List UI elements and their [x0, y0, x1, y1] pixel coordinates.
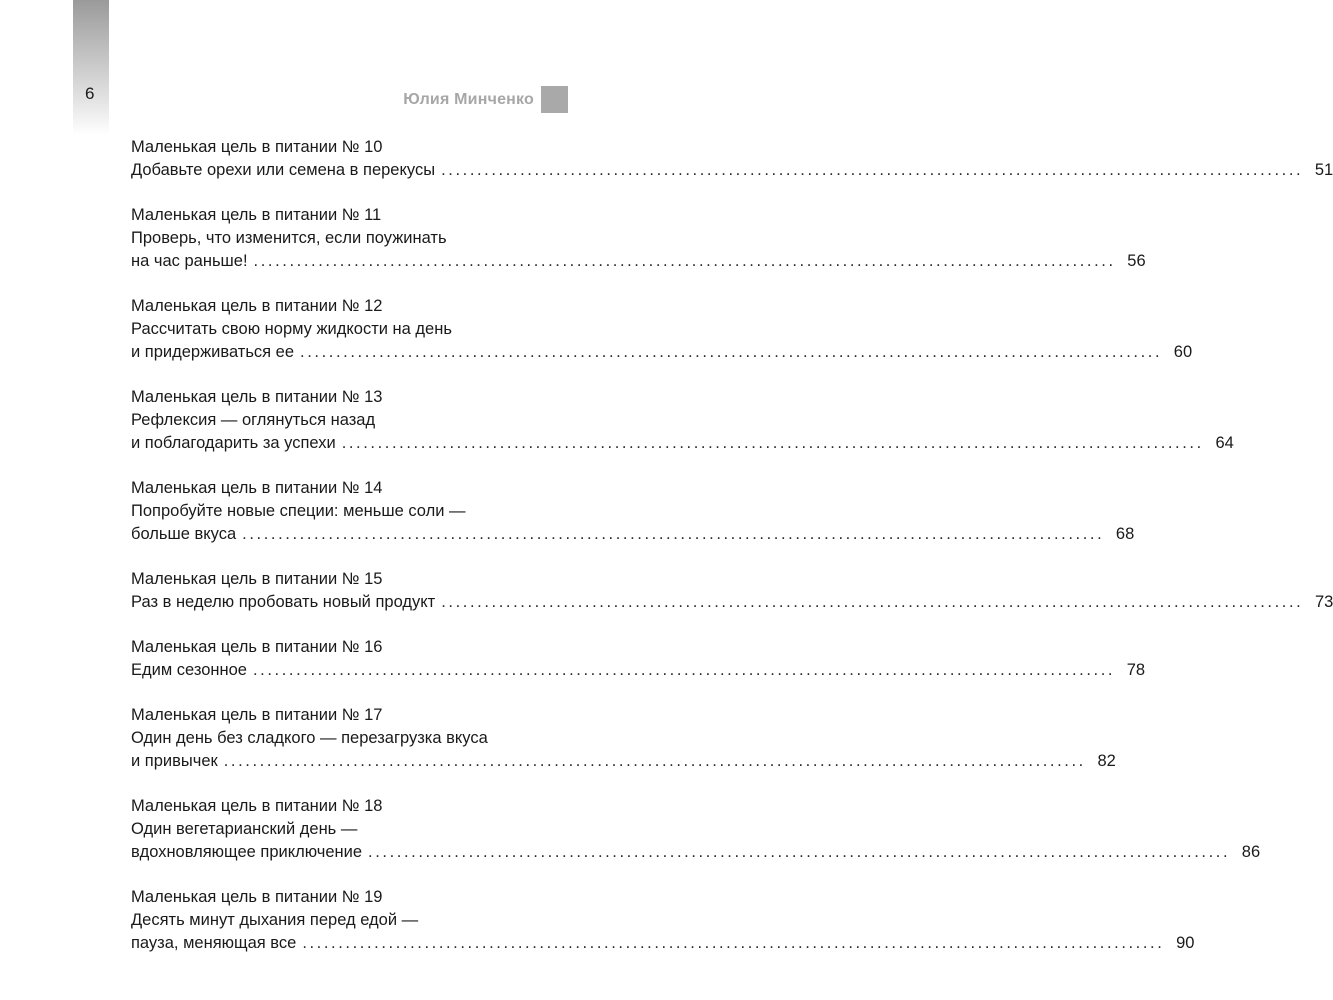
toc-entry-title: Маленькая цель в питании № 19: [131, 888, 383, 906]
toc-page-number: 51: [1314, 161, 1333, 179]
toc-page-number: 56: [1127, 252, 1146, 270]
toc-entry[interactable]: [131, 704, 1116, 773]
toc-entry[interactable]: [131, 795, 1261, 864]
toc-entry-subtitle-line: больше вкуса: [131, 525, 237, 543]
toc-entry-title: Маленькая цель в питании № 18: [131, 797, 383, 815]
toc-entry-last-line: [131, 250, 1146, 273]
toc-entry-subtitle-line: Попробуйте новые специи: меньше соли —: [131, 502, 466, 520]
dot-leader: ........................................................................................................................: [441, 161, 1304, 179]
toc-entry-subtitle-line: Десять минут дыхания перед едой —: [131, 911, 419, 929]
toc-page-number: 68: [1115, 525, 1135, 543]
toc-entry-last-line: [131, 341, 1193, 364]
toc-entry-title: Маленькая цель в питании № 14: [131, 479, 383, 497]
toc-entry-subtitle-line: пауза, меняющая все: [131, 934, 297, 952]
toc-entry[interactable]: [131, 636, 1146, 682]
toc-entry-subtitle-line: Один вегетарианский день —: [131, 820, 358, 838]
toc-entry-subtitle-line: Раз в неделю пробовать новый продукт: [131, 593, 436, 611]
toc-page-number: 82: [1097, 752, 1116, 770]
toc-entry-last-line: [131, 591, 1333, 614]
toc-entry-last-line: [131, 750, 1116, 773]
toc-entry[interactable]: [131, 386, 1234, 455]
toc-entry[interactable]: [131, 886, 1195, 955]
toc-page-number: 73: [1315, 593, 1333, 611]
toc-entry-subtitle-line: и поблагодарить за успехи: [131, 434, 336, 452]
toc-entry[interactable]: [131, 295, 1193, 364]
toc-entry-last-line: [131, 841, 1261, 864]
toc-entry-subtitle-line: и придерживаться ее: [131, 343, 295, 361]
page-edge-tab: [73, 0, 109, 135]
toc-entry-title: Маленькая цель в питании № 11: [131, 206, 382, 224]
toc-entry-subtitle-line: Рассчитать свою норму жидкости на день: [131, 320, 452, 338]
toc-entry-subtitle-line: Проверь, что изменится, если поужинать: [131, 229, 447, 247]
toc-entry-title: Маленькая цель в питании № 15: [131, 570, 383, 588]
toc-entry-subtitle-line: Добавьте орехи или семена в перекусы: [131, 161, 436, 179]
toc-entry[interactable]: [131, 204, 1146, 273]
page-number: 6: [85, 84, 95, 103]
toc-entry[interactable]: [131, 136, 1333, 182]
toc-entry-last-line: [131, 432, 1234, 455]
toc-entry-subtitle-line: на час раньше!: [131, 252, 248, 270]
toc-entry-last-line: [131, 159, 1333, 182]
dot-leader: ........................................................................................................................: [368, 843, 1231, 861]
dot-leader: ........................................................................................................................: [252, 661, 1116, 679]
toc-page-number: 60: [1173, 343, 1193, 361]
header-square-mark: [541, 86, 568, 113]
toc-entry-last-line: [131, 659, 1146, 682]
toc-entry-title: Маленькая цель в питании № 10: [131, 138, 383, 156]
dot-leader: ........................................................................................................................: [302, 934, 1165, 952]
toc-entry-title: Маленькая цель в питании № 12: [131, 297, 383, 315]
toc-entry-subtitle-line: и привычек: [131, 752, 218, 770]
running-head-author: Юлия Минченко: [403, 91, 534, 108]
toc-entry[interactable]: [131, 568, 1333, 614]
toc-entry-subtitle-line: Рефлексия — оглянуться назад: [131, 411, 376, 429]
toc-page-number: 64: [1215, 434, 1234, 452]
dot-leader: ........................................................................................................................: [441, 593, 1304, 611]
toc-page-number: 78: [1126, 661, 1146, 679]
toc-entry-title: Маленькая цель в питании № 16: [131, 638, 383, 656]
toc-entry-subtitle-line: Едим сезонное: [131, 661, 247, 679]
dot-leader: ........................................................................................................................: [341, 434, 1204, 452]
toc-entry[interactable]: [131, 477, 1135, 546]
dot-leader: ........................................................................................................................: [253, 252, 1116, 270]
toc-entry-last-line: [131, 932, 1195, 955]
toc-entry-title: Маленькая цель в питании № 13: [131, 388, 383, 406]
dot-leader: ........................................................................................................................: [223, 752, 1086, 770]
toc-entry-subtitle-line: вдохновляющее приключение: [131, 843, 363, 861]
toc-entry-last-line: [131, 523, 1135, 546]
toc-entry-title: Маленькая цель в питании № 17: [131, 706, 383, 724]
dot-leader: ........................................................................................................................: [242, 525, 1105, 543]
table-of-contents: [131, 136, 1333, 977]
toc-page-number: 86: [1241, 843, 1261, 861]
toc-entry-subtitle-line: Один день без сладкого — перезагрузка вкуса: [131, 729, 488, 747]
dot-leader: ........................................................................................................................: [300, 343, 1163, 361]
toc-page-number: 90: [1176, 934, 1195, 952]
